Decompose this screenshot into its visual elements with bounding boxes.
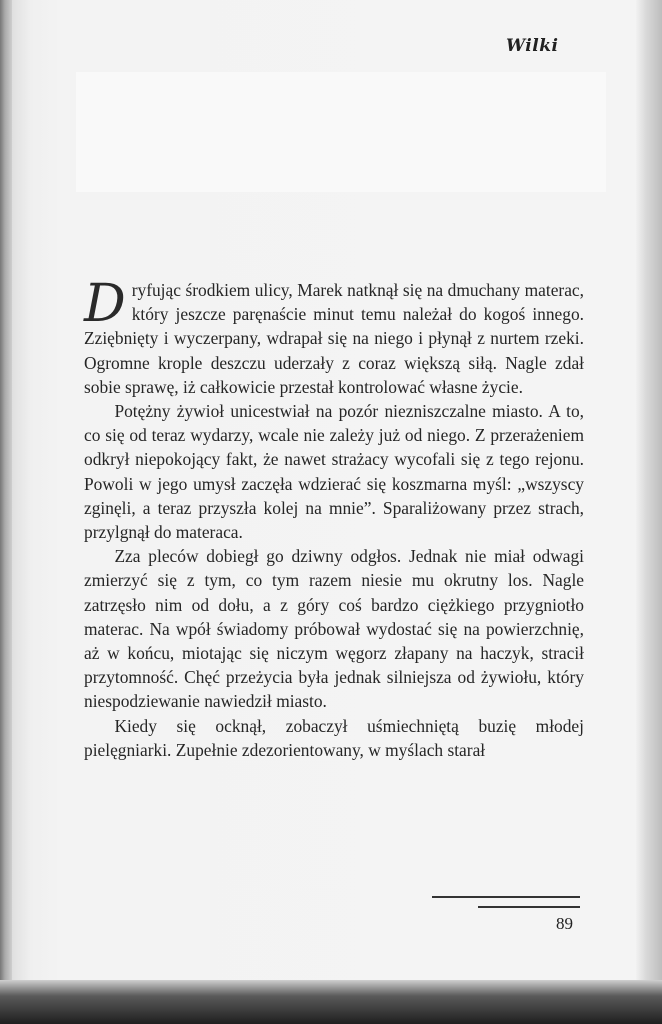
paragraph-2: Potężny żywioł unicestwiał na pozór niezniszczalne miasto. A to, co się od teraz wydarzy, wcale nie zależy już od niego. Z przerażeniem odkrył niepokojący fakt, że nawet strażacy wycofali się z tego rejonu. Powoli w jego umysł zaczęła wdzierać się koszmarna myśl: „wszyscy zginęli, a teraz przyszła kolej na mnie”. Sparaliżowany przez strach, przylgnął do materaca. <box>84 401 584 543</box>
running-head: Wilki <box>506 36 559 56</box>
page-number: 89 <box>556 914 573 933</box>
paragraph-1-text: ryfując środkiem ulicy, Marek natknął się na dmuchany materac, który jeszcze paręnaście minut temu należał do kogoś innego. Zziębnięty i wyczerpany, wdrapał się na niego i płynął z nurtem rzeki. Ogromne krople deszczu uderzały z coraz większą siłą. Nagle zdał sobie sprawę, iż całkowicie przestał kontrolować własne życie. <box>84 280 584 397</box>
paragraph-4: Kiedy się ocknął, zobaczył uśmiechniętą buzię młodej pielęgniarki. Zupełnie zdezorientowany, w myślach starał <box>84 715 584 760</box>
drop-cap: D <box>84 274 126 334</box>
page-edge-shadow <box>636 0 662 1024</box>
blank-header-area <box>76 72 606 192</box>
paragraph-3: Zza pleców dobiegł go dziwny odgłos. Jednak nie miał odwagi zmierzyć się z tym, co tym razem niesie mu okrutny los. Nagle zatrzęsło nim od dołu, a z góry coś bardzo ciężkiego przygniotło materac. Na wpół świadomy próbował wydostać się na powierzchnię, aż w końcu, miotając się niczym węgorz złapany na haczyk, stracił przytomność. Chęć przeżycia była jednak silniejsza od żywiołu, który niespodziewanie nawiedził miasto. <box>84 546 584 712</box>
book-binding-shadow <box>0 0 12 1024</box>
page-body-text <box>84 274 584 762</box>
footer-rule-long <box>432 896 580 898</box>
footer-rule-short <box>478 906 580 908</box>
scanner-bottom-shadow <box>0 980 662 1024</box>
paragraph-1 <box>84 274 584 399</box>
